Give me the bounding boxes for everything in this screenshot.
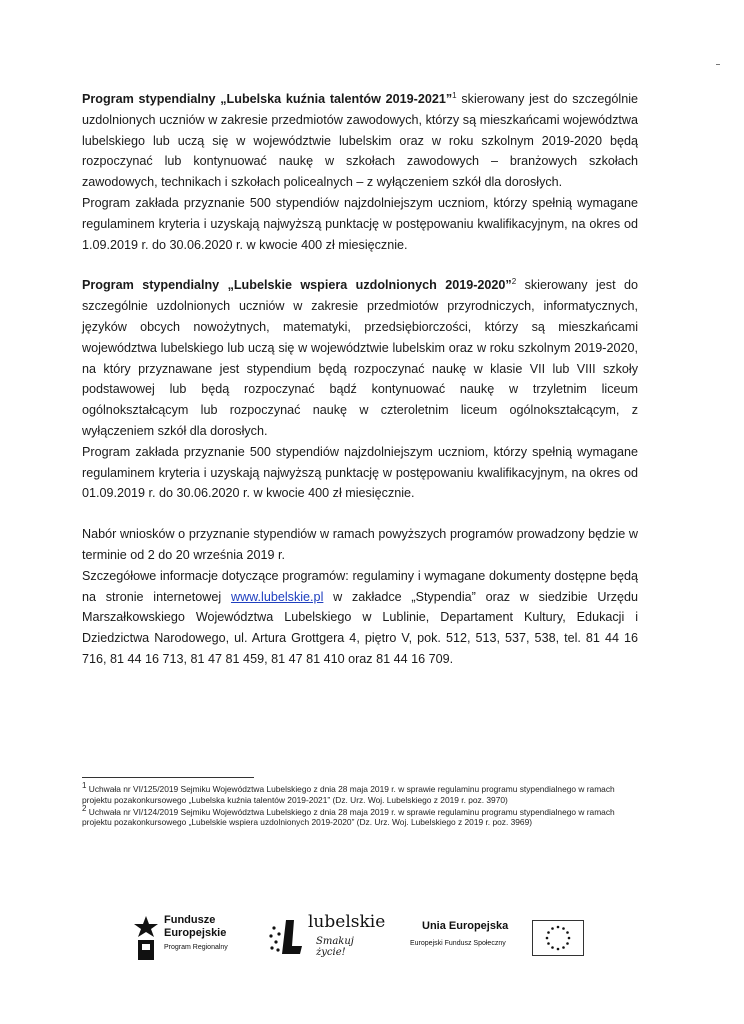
paragraph-3-text: skierowany jest do szczególnie uzdolnionych uczniów w zakresie przedmiotów przyrodniczych, informatycznych, języków obcych nowożytnych, matematyki, przedsiębiorczości, którzy są mieszkańcami województwa lubelskiego lub uczą się w województwie lubelskim oraz w roku szkolnym 2019-2020, na który przyznawane jest stypendium będą rozpoczynać naukę w klasie VII lub VIII szkoły podstawowej lub będą rozpoczynać bądź kontynuować naukę w trzyletnim liceum ogólnokształcącym lub rozpoczynać naukę w czteroletnim liceum ogólnokształcącym, z wyłączeniem szkół dla dorosłych.	[82, 278, 638, 438]
lubelskie-logo	[268, 910, 384, 966]
contact-text-post: w zakładce „Stypendia” oraz w siedzibie Urzędu Marszałkowskiego Województwa Lubelskiego w Lublinie, Departament Kultury, Edukacji i Dziedzictwa Narodowego, ul. Artura Grottgera 4, piętro V, pok. 512, 513, 537, 538, tel. 81 44 16 716, 81 44 16 713, 81 47 81 459, 81 47 81 410 oraz 81 44 16 709.	[82, 589, 639, 666]
logo-bar	[0, 910, 744, 970]
footnote-mark-1: 1	[82, 781, 87, 791]
lubelskie-name: lubelskie	[308, 912, 386, 932]
fe-line-1: Fundusze	[164, 914, 216, 926]
scan-mark	[716, 64, 720, 65]
website-link[interactable]: www.lubelskie.pl	[230, 589, 324, 604]
paragraph-lubelska-kuznia	[82, 89, 638, 193]
lubelskie-tagline: Smakuj życie!	[316, 936, 354, 958]
paragraph-program-1-details: Program zakłada przyznanie 500 stypendiów najzdolniejszym uczniom, którzy spełnią wymagane regulaminem kryteria i uzyskają najwyższą punktację w postępowaniu kwalifikacyjnym, na okres od 1.09.2019 r. do 30.06.2020 r. w kwocie 400 zł miesięcznie.	[82, 195, 638, 252]
eu-stars-icon	[533, 921, 583, 955]
footnote-ref-2: 2	[511, 277, 517, 287]
paragraph-contact-info	[82, 566, 638, 670]
paragraph-lubelskie-wspiera	[82, 275, 638, 441]
footnote-1	[82, 781, 638, 806]
paragraph-application-period: Nabór wniosków o przyznanie stypendiów w ramach powyższych programów prowadzony będzie w terminie od 2 do 20 września 2019 r.	[82, 527, 638, 562]
fe-line-2: Europejskie	[164, 927, 227, 939]
contact-text-pre: Szczegółowe informacje dotyczące programów: regulaminy i wymagane dokumenty dostępne będą na stronie internetowej	[82, 568, 638, 604]
ue-subtitle: Europejski Fundusz Społeczny	[410, 940, 506, 947]
fe-star-icon	[132, 914, 160, 962]
ue-name: Unia Europejska	[422, 920, 509, 932]
unia-europejska-text	[410, 916, 520, 956]
paragraph-program-2-details: Program zakłada przyznanie 500 stypendiów najzdolniejszym uczniom, którzy spełnią wymagane regulaminem kryteria i uzyskają najwyższą punktację w postępowaniu kwalifikacyjnym, na okres od 01.09.2019 r. do 30.06.2020 r. w kwocie 400 zł miesięcznie.	[82, 444, 638, 501]
document-body	[82, 89, 638, 670]
footnote-ref-1: 1	[452, 90, 457, 100]
fundusze-europejskie-logo	[132, 910, 252, 966]
footnote-divider	[82, 777, 254, 778]
footnote-2	[82, 803, 638, 829]
paragraph-1-text: skierowany jest do szczególnie uzdolnionych uczniów w zakresie przedmiotów zawodowych, którzy są mieszkańcami województwa lubelskiego lub uczą się w województwie lubelskim oraz w roku szkolnym 2019-2020 będą rozpoczynać lub kontynuować naukę w szkołach zawodowych – branżowych szkołach zawodowych, technikach i szkołach policealnych – z wyłączeniem szkół dla dorosłych.	[82, 92, 638, 190]
footnote-text-2: Uchwała nr VI/124/2019 Sejmiku Województwa Lubelskiego z dnia 28 maja 2019 r. w sprawie regulaminu programu stypendialnego w ramach projektu pozakonkursowego „Lubelskie wspiera uzdolnionych 2019-2020” (Dz. Urz. Woj. Lubelskiego z 2019 r. poz. 3969)	[82, 806, 615, 828]
footnote-text-1: Uchwała nr VI/125/2019 Sejmiku Województwa Lubelskiego z dnia 28 maja 2019 r. w sprawie regulaminu programu stypendialnego w ramach projektu pozakonkursowego „Lubelska kuźnia talentów 2019-2021” (Dz. Urz. Woj. Lubelskiego z 2019 r. poz. 3970)	[82, 784, 615, 805]
program-title-2: Program stypendialny „Lubelskie wspiera uzdolnionych 2019-2020”	[82, 278, 512, 293]
fe-subtitle: Program Regionalny	[164, 944, 228, 951]
fe-title	[164, 914, 226, 940]
program-title-1: Program stypendialny „Lubelska kuźnia talentów 2019-2021”	[82, 92, 453, 106]
lubelskie-mark-icon	[268, 916, 302, 956]
footnote-mark-2: 2	[82, 803, 87, 813]
eu-flag-icon	[532, 920, 584, 956]
footnotes	[82, 781, 638, 828]
